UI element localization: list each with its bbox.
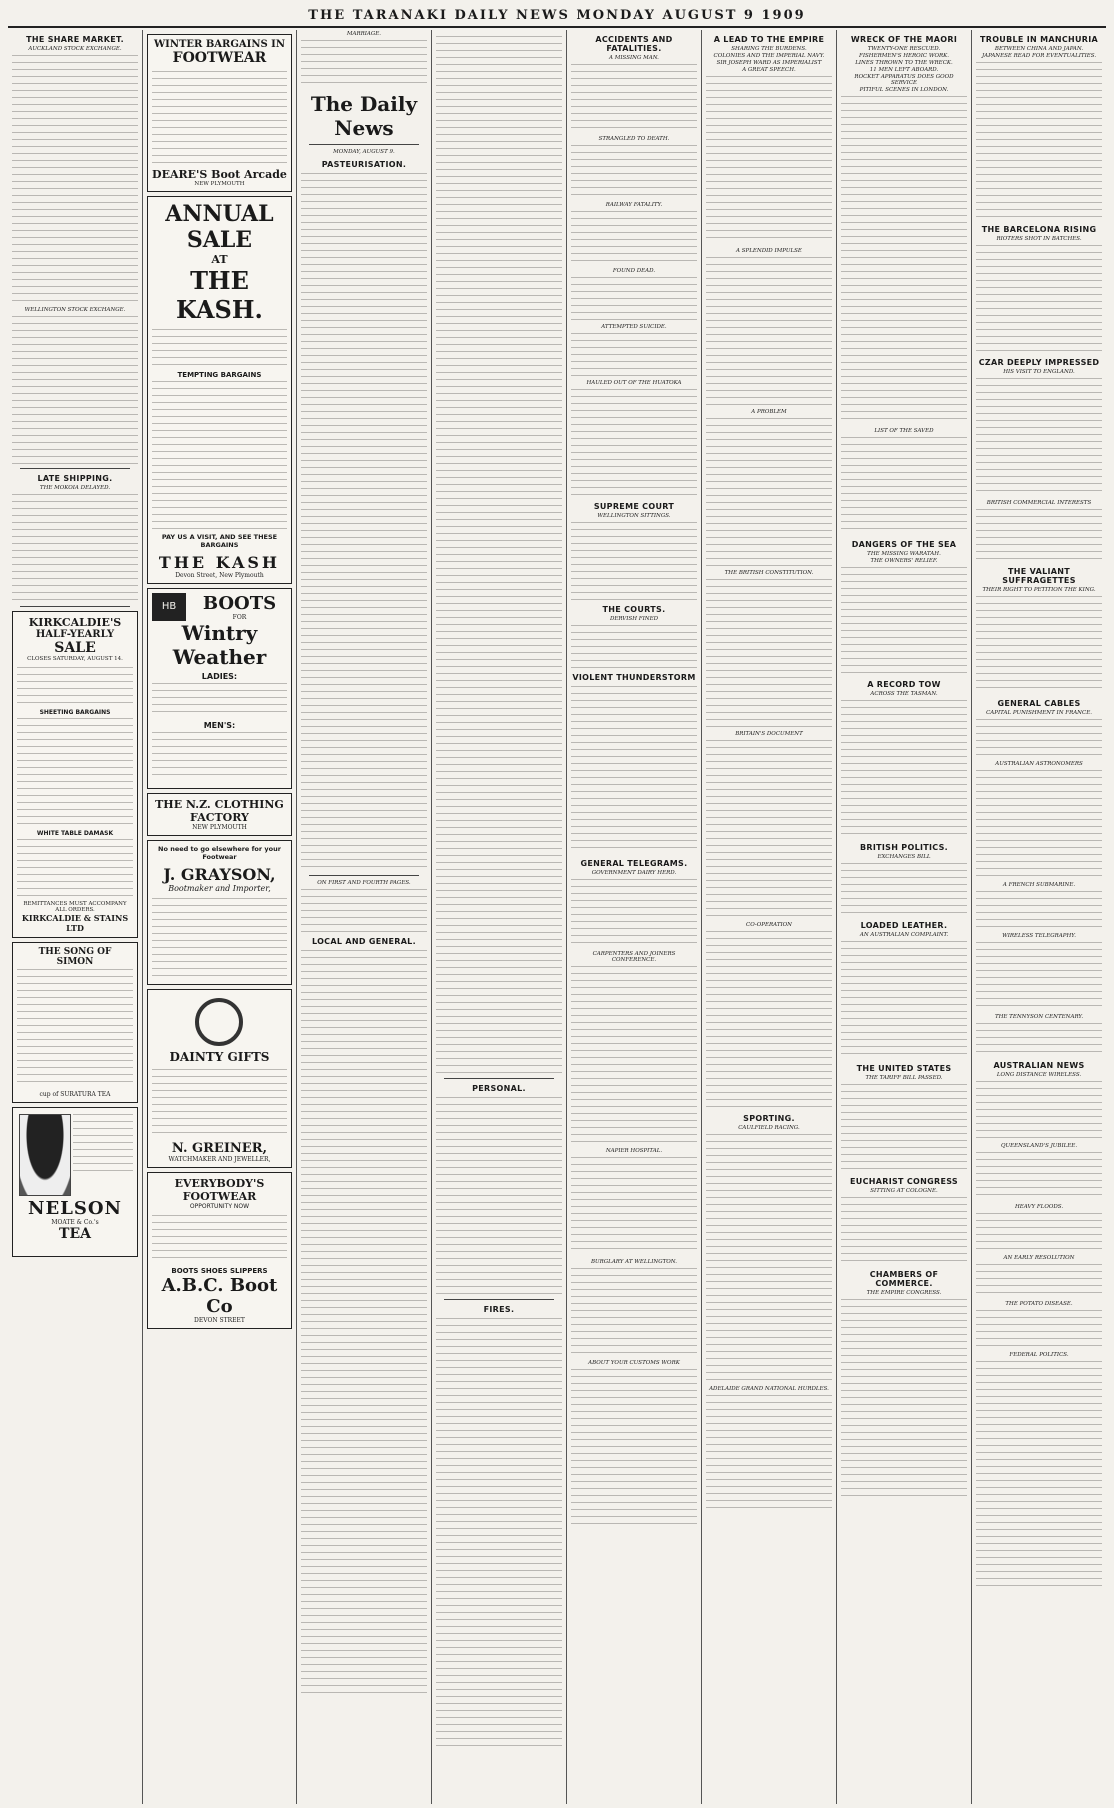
attempted-heading: ATTEMPTED SUICIDE. — [601, 324, 667, 330]
kirk-head: KIRKCALDIE'S — [28, 616, 122, 629]
chambers-heading: CHAMBERS OF COMMERCE. — [869, 1270, 939, 1288]
pay-visit: PAY US A VISIT, AND SEE THESE BARGAINS — [161, 533, 278, 549]
daily-news-title: The Daily News — [310, 92, 418, 140]
supreme-heading: SUPREME COURT — [593, 502, 675, 511]
grayson-sub: Bootmaker and Importer, — [168, 884, 271, 893]
pitiful-heading: PITIFUL SCENES IN LONDON. — [859, 87, 949, 93]
deare-sub: NEW PLYMOUTH — [194, 181, 245, 187]
nelson-name: NELSON — [28, 1198, 122, 1219]
damask-heading: WHITE TABLE DAMASK — [36, 830, 114, 837]
united-heading: THE UNITED STATES — [856, 1064, 952, 1073]
abc-name: A.B.C. Boot Co — [161, 1275, 278, 1317]
cologne-heading: SITTING AT COLOGNE. — [870, 1188, 938, 1194]
kash-at: AT — [211, 253, 228, 266]
shipping-text — [12, 492, 138, 602]
wellington-text — [12, 314, 138, 464]
trouble-heading: TROUBLE IN MANCHURIA — [979, 35, 1099, 44]
ward-heading: SIR JOSEPH WARD AS IMPERIALIST — [716, 60, 822, 66]
fourth-page-heading: ON FIRST AND FOURTH PAGES. — [317, 880, 411, 886]
heavy-floods-heading: HEAVY FLOODS. — [1014, 1204, 1064, 1210]
czar-heading: CZAR DEEPLY IMPRESSED — [978, 358, 1100, 367]
annual-sale: ANNUAL SALE — [165, 201, 274, 253]
song-title: THE SONG OF — [38, 947, 112, 957]
missing-heading: A MISSING MAN. — [609, 55, 659, 61]
kirk-closes: CLOSES SATURDAY, AUGUST 14. — [27, 656, 123, 662]
tennyson-heading: THE TENNYSON CENTENARY. — [994, 1014, 1084, 1020]
complaint-heading: AN AUSTRALIAN COMPLAINT. — [859, 932, 949, 938]
problem-heading: A PROBLEM — [751, 409, 787, 415]
nz-sub: NEW PLYMOUTH — [192, 824, 247, 831]
long-distance-heading: LONG DISTANCE WIRELESS. — [996, 1072, 1082, 1078]
exchanges-heading: EXCHANGES BILL — [877, 854, 931, 860]
footwear-head: FOOTWEAR — [172, 50, 267, 66]
kash-title: THE KASH. — [176, 266, 263, 324]
no-need: No need to go elsewhere for your Footwear — [158, 845, 281, 861]
burglary-heading: BURGLARY AT WELLINGTON. — [590, 1259, 677, 1265]
late-shipping-heading: LATE SHIPPING. — [37, 474, 113, 483]
kash-addr: Devon Street, New Plymouth — [175, 572, 264, 579]
adelaide-heading: ADELAIDE GRAND NATIONAL HURDLES. — [709, 1386, 829, 1392]
song-tea: cup of SURATURA TEA — [39, 1091, 111, 1098]
boots-shoes: BOOTS SHOES SLIPPERS — [171, 1267, 268, 1275]
dainty-gifts: DAINTY GIFTS — [169, 1050, 270, 1064]
rocket-heading: ROCKET APPARATUS DOES GOOD SERVICE — [854, 74, 954, 86]
kirkcaldie-ad — [12, 611, 138, 938]
eleven-heading: 11 MEN LEFT ABOARD. — [869, 67, 939, 73]
aus-news-heading: AUSTRALIAN NEWS — [993, 1061, 1085, 1070]
everybody: EVERYBODY'S FOOTWEAR — [174, 1177, 265, 1203]
wellington-subheading: WELLINGTON STOCK EXCHANGE. — [24, 307, 126, 313]
song-sub: SIMON — [56, 957, 94, 967]
masthead: THE TARANAKI DAILY NEWS MONDAY AUGUST 9 1909 — [8, 6, 1106, 28]
share-market-heading: THE SHARE MARKET. — [26, 35, 124, 44]
lines-heading: LINES THROWN TO THE WRECK. — [855, 60, 953, 66]
record-heading: A RECORD TOW — [867, 680, 941, 689]
japanese-heading: JAPANESE READ FOR EVENTUALITIES. — [981, 53, 1097, 59]
auckland-subheading: AUCKLAND STOCK EXCHANGE. — [28, 46, 122, 52]
tariff-heading: THE TARIFF BILL PASSED. — [865, 1075, 943, 1081]
opportunity: OPPORTUNITY NOW — [189, 1203, 250, 1210]
hb-logo-icon: HB — [152, 593, 186, 621]
kirk-sale: SALE — [54, 640, 96, 656]
column-8 — [972, 30, 1106, 1804]
marriage-heading: MARRIAGE. — [346, 31, 382, 37]
pasteurisation-heading: PASTEURISATION. — [321, 160, 407, 169]
ladies-head: LADIES: — [201, 672, 238, 681]
great-speech-heading: A GREAT SPEECH. — [742, 67, 796, 73]
greiner-name: N. GREINER, — [171, 1141, 268, 1156]
wintry-weather: Wintry Weather — [172, 621, 267, 669]
nelson-sub: MOATE & Co.'s — [51, 1219, 99, 1226]
napier-heading: NAPIER HOSPITAL. — [605, 1148, 663, 1154]
nz-clothing: THE N.Z. CLOTHING FACTORY — [155, 798, 284, 824]
deare-ad — [147, 34, 292, 192]
sittings-heading: WELLINGTON SITTINGS. — [597, 513, 671, 519]
rioters-heading: RIOTERS SHOT IN BATCHES. — [996, 236, 1082, 242]
china-heading: BETWEEN CHINA AND JAPAN. — [994, 46, 1084, 52]
greiner-ad — [147, 989, 292, 1168]
waratah-heading: THE MISSING WARATAH. — [867, 551, 941, 557]
dairy-heading: GOVERNMENT DAIRY HERD. — [591, 870, 677, 876]
britains-document-heading: BRITAIN'S DOCUMENT — [735, 731, 803, 737]
general-telegrams-heading: GENERAL TELEGRAMS. — [580, 859, 688, 868]
wreck-heading: WRECK OF THE MAORI — [850, 35, 958, 44]
valiant-heading: THE VALIANT SUFFRAGETTES — [1002, 567, 1076, 585]
deare-name: DEARE'S Boot Arcade — [152, 168, 287, 181]
visit-heading: HIS VISIT TO ENGLAND. — [1003, 369, 1075, 375]
queensland-heading: QUEENSLAND'S JUBILEE. — [1000, 1143, 1078, 1149]
date-line: MONDAY, AUGUST 9. — [333, 149, 395, 155]
sharing-heading: SHARING THE BURDENS. — [731, 46, 807, 52]
fires-heading: FIRES. — [483, 1305, 515, 1314]
owners-heading: THE OWNERS' RELIEF. — [870, 558, 938, 564]
song-ad — [12, 942, 138, 1103]
potato-heading: THE POTATO DISEASE. — [1005, 1301, 1073, 1307]
column-7 — [837, 30, 972, 1804]
sheeting-heading: SHEETING BARGAINS — [39, 709, 111, 716]
strangled-heading: STRANGLED TO DEATH. — [598, 136, 670, 142]
kash-ad — [147, 196, 292, 584]
ring-icon — [195, 998, 243, 1046]
column-4 — [432, 30, 567, 1804]
boots-for: FOR — [232, 614, 247, 621]
petition-heading: THEIR RIGHT TO PETITION THE KING. — [982, 587, 1096, 593]
grayson-name: J. GRAYSON, — [163, 865, 276, 884]
tempting: TEMPTING BARGAINS — [177, 371, 262, 379]
barcelona-heading: THE BARCELONA RISING — [981, 225, 1097, 234]
nelson-tea: TEA — [59, 1226, 91, 1242]
winter-head: WINTER BARGAINS IN — [153, 39, 286, 50]
twenty-heading: TWENTY-ONE RESCUED. — [867, 46, 941, 52]
splendid-heading: A SPLENDID IMPULSE — [736, 248, 802, 254]
caulfield-heading: CAULFIELD RACING. — [738, 1125, 800, 1131]
railway-heading: RAILWAY FATALITY. — [605, 202, 663, 208]
greiner-sub: WATCHMAKER AND JEWELLER, — [168, 1156, 271, 1163]
courts-heading: THE COURTS. — [602, 605, 666, 614]
colonies-heading: COLONIES AND THE IMPERIAL NAVY. — [713, 53, 825, 59]
british-comm-heading: BRITISH COMMERCIAL INTERESTS — [986, 500, 1092, 506]
astronomers-heading: AUSTRALIAN ASTRONOMERS — [995, 761, 1083, 767]
across-heading: ACROSS THE TASMAN. — [870, 691, 938, 697]
boots-head: BOOTS — [202, 593, 277, 614]
dangers-heading: DANGERS OF THE SEA — [851, 540, 957, 549]
columns — [8, 30, 1106, 1804]
list-saved-heading: LIST OF THE SAVED — [874, 428, 934, 434]
british-constitution-heading: THE BRITISH CONSTITUTION. — [724, 570, 814, 576]
french-sub-heading: A FRENCH SUBMARINE. — [1002, 882, 1076, 888]
capital-heading: CAPITAL PUNISHMENT IN FRANCE. — [986, 710, 1092, 716]
nz-clothing-ad — [147, 793, 292, 836]
boots-ad — [147, 588, 292, 789]
grayson-ad — [147, 840, 292, 985]
mokoia-subheading: THE MOKOIA DELAYED. — [39, 485, 111, 491]
abc-addr: DEVON STREET — [194, 1317, 245, 1324]
auckland-text — [12, 53, 138, 303]
eucharist-heading: EUCHARIST CONGRESS — [850, 1177, 958, 1186]
kash-logo: THE KASH — [158, 553, 281, 572]
abc-ad — [147, 1172, 292, 1329]
column-5 — [567, 30, 702, 1804]
wireless-heading: WIRELESS TELEGRAPHY. — [1002, 933, 1076, 939]
carpenters-heading: CARPENTERS AND JOINERS CONFERENCE. — [592, 951, 676, 963]
kirk-name: KIRKCALDIE & STAINS LTD — [21, 913, 129, 933]
accidents-heading: ACCIDENTS AND FATALITIES. — [595, 35, 673, 53]
sporting-heading: SPORTING. — [743, 1114, 795, 1123]
early-heading: AN EARLY RESOLUTION — [1003, 1255, 1075, 1261]
general-cables-heading: GENERAL CABLES — [997, 699, 1081, 708]
fishermen-heading: FISHERMEN'S HEROIC WORK. — [859, 53, 949, 59]
customs-heading: ABOUT YOUR CUSTOMS WORK — [588, 1360, 680, 1366]
loaded-heading: LOADED LEATHER. — [860, 921, 948, 930]
local-general-heading: LOCAL AND GENERAL. — [311, 937, 416, 946]
nelson-tea-ad — [12, 1107, 138, 1257]
cooperation-heading: CO-OPERATION — [746, 922, 792, 928]
hauled-heading: HAULED OUT OF THE HUATOKA — [586, 380, 682, 386]
mens-head: MEN'S: — [203, 721, 236, 730]
remit-text: REMITTANCES MUST ACCOMPANY ALL ORDERS. — [23, 901, 127, 913]
kirk-sub: HALF-YEARLY — [35, 629, 115, 640]
personal-heading: PERSONAL. — [472, 1084, 526, 1093]
british-politics-heading: BRITISH POLITICS. — [860, 843, 949, 852]
dervish-heading: DERVISH FINED — [609, 616, 658, 622]
lead-heading: A LEAD TO THE EMPIRE — [713, 35, 825, 44]
column-6 — [702, 30, 837, 1804]
column-3 — [297, 30, 432, 1804]
found-dead-heading: FOUND DEAD. — [612, 268, 656, 274]
federal-heading: FEDERAL POLITICS. — [1009, 1352, 1069, 1358]
violent-heading: VIOLENT THUNDERSTORM — [572, 673, 696, 682]
column-2 — [143, 30, 297, 1804]
column-1 — [8, 30, 143, 1804]
lady-illustration — [19, 1114, 71, 1196]
empire-congress-heading: THE EMPIRE CONGRESS. — [866, 1290, 942, 1296]
